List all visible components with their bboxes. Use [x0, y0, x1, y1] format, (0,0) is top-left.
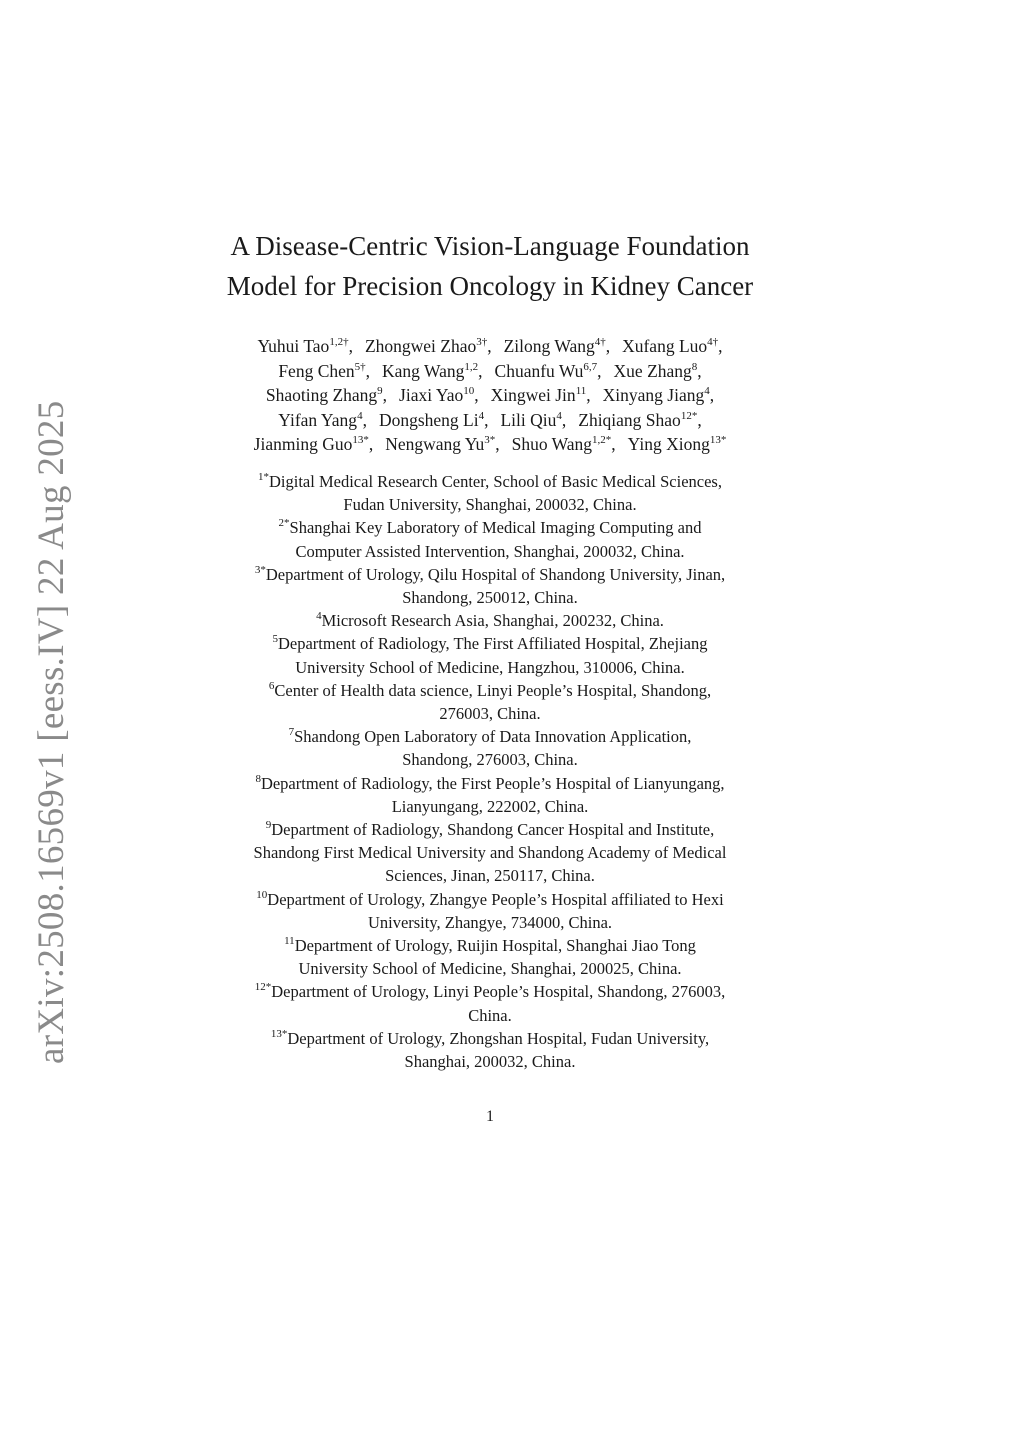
affiliation [180, 980, 800, 1026]
affiliation-line [180, 841, 800, 864]
author-name: Yifan Yang [278, 409, 358, 430]
affiliation-marker: 4 [316, 610, 322, 623]
author-affiliation-marker: 1,2* [592, 434, 612, 447]
affiliation [180, 1027, 800, 1073]
author-list [180, 334, 800, 457]
affiliation-text: Department of Urology, Ruijin Hospital, Shanghai Jiao Tong [294, 936, 696, 956]
arxiv-identifier-stamp: arXiv:2508.16569v1 [eess.IV] 22 Aug 2025 [31, 400, 72, 1064]
affiliation-marker: 3* [254, 563, 266, 576]
author [399, 385, 479, 405]
affiliation [180, 609, 800, 632]
paper-title-line: A Disease-Centric Vision-Language Foundation [230, 231, 750, 261]
affiliation-marker: 12* [254, 981, 272, 994]
affiliation-marker: 9 [265, 819, 272, 832]
author-separator: , [611, 434, 616, 455]
affiliation-text: Shandong Open Laboratory of Data Innovation Application, [294, 727, 692, 747]
author-separator: , [484, 409, 489, 430]
affiliation-text: Microsoft Research Asia, Shanghai, 200232, China. [321, 611, 664, 631]
author [622, 336, 722, 356]
author-separator: , [697, 409, 702, 430]
affiliation-text: Department of Radiology, the First People’s Hospital of Lianyungang, [260, 773, 725, 793]
affiliation-text: Shanghai Key Laboratory of Medical Imaging Computing and [289, 518, 702, 538]
affiliation-line [180, 632, 800, 655]
affiliation-marker: 7 [288, 726, 295, 739]
affiliation-line [180, 980, 800, 1003]
author-name: Zhongwei Zhao [364, 336, 477, 356]
affiliation-line [180, 540, 800, 563]
author-name: Xufang Luo [622, 336, 708, 356]
author-name: Kang Wang [382, 360, 465, 381]
affiliation-marker: 1* [258, 471, 270, 483]
affiliation-text: Department of Radiology, The First Affiliated Hospital, Zhejiang [277, 634, 708, 654]
author-affiliation-marker: 1,2† [329, 336, 349, 348]
author-separator: , [495, 434, 500, 455]
author-affiliation-marker: 3† [476, 336, 488, 348]
author [603, 385, 714, 405]
affiliation-line [180, 493, 800, 516]
author-name: Shaoting Zhang [265, 385, 378, 406]
affiliation [180, 772, 800, 818]
author [491, 385, 591, 405]
affiliation-marker: 10 [256, 888, 268, 901]
affiliation [180, 679, 800, 725]
author-separator: , [487, 336, 492, 356]
author [628, 434, 727, 454]
author-affiliation-marker: 8 [691, 360, 698, 373]
author-separator: , [718, 336, 723, 356]
affiliation-line [180, 516, 800, 539]
affiliation-text: Department of Urology, Zhangye People’s Hospital affiliated to Hexi [267, 889, 724, 909]
author-separator: , [368, 434, 374, 455]
affiliation-text: Center of Health data science, Linyi People’s Hospital, Shandong, [274, 680, 712, 700]
affiliation-line [180, 957, 800, 980]
author-name: Xingwei Jin [490, 385, 576, 406]
author-separator: , [474, 385, 479, 406]
affiliation-text: Shandong, 250012, China. [402, 588, 578, 608]
affiliation-line [180, 888, 800, 911]
author-affiliation-marker: 4 [478, 409, 485, 422]
author-separator: , [605, 336, 611, 356]
author-line [180, 408, 800, 433]
author-line [180, 334, 800, 359]
author [278, 410, 367, 430]
author-separator: , [561, 409, 567, 430]
affiliation-text: Fudan University, Shanghai, 200032, China. [343, 495, 637, 515]
author-name: Shuo Wang [511, 434, 593, 455]
affiliation-text: Department of Urology, Zhongshan Hospital, Fudan University, [287, 1028, 710, 1048]
author-affiliation-marker: 12* [680, 409, 698, 422]
affiliation-line [180, 679, 800, 702]
affiliation-line [180, 1050, 800, 1073]
author-affiliation-marker: 6,7 [583, 360, 598, 373]
author [614, 361, 702, 381]
author-affiliation-marker: 4 [556, 409, 562, 422]
affiliation-line [180, 702, 800, 725]
affiliation-line [180, 1027, 800, 1050]
author-name: Zilong Wang [503, 336, 595, 356]
author-separator: , [348, 336, 353, 356]
author [500, 410, 566, 430]
affiliation-text: Digital Medical Research Center, School of Basic Medical Sciences, [269, 472, 722, 491]
author-name: Jianming Guo [253, 434, 353, 455]
affiliation-marker: 13* [270, 1027, 288, 1040]
author-name: Chuanfu Wu [494, 360, 584, 381]
author-name: Zhiqiang Shao [578, 409, 681, 430]
affiliation-text: University, Zhangye, 734000, China. [367, 912, 613, 932]
author [385, 434, 499, 454]
author-separator: , [697, 360, 702, 381]
author-affiliation-marker: 13* [709, 434, 727, 447]
author [504, 336, 610, 356]
affiliation [180, 516, 800, 562]
affiliation-line [180, 795, 800, 818]
paper-title-line: Model for Precision Oncology in Kidney Cancer [226, 271, 754, 301]
affiliation-text: Computer Assisted Intervention, Shanghai, 200032, China. [295, 541, 685, 561]
affiliation-line [180, 656, 800, 679]
author [254, 434, 374, 454]
affiliation [180, 563, 800, 609]
affiliation-line [180, 1004, 800, 1027]
affiliation-marker: 6 [268, 679, 275, 692]
author-affiliation-marker: 13* [352, 434, 369, 447]
affiliation-line [180, 470, 800, 493]
author-affiliation-marker: 5† [354, 360, 366, 373]
affiliation-marker: 2* [278, 517, 290, 530]
affiliation-line [180, 725, 800, 748]
affiliation [180, 632, 800, 678]
affiliation-text: Department of Urology, Linyi People’s Hospital, Shandong, 276003, [271, 982, 726, 1002]
affiliation-line [180, 934, 800, 957]
affiliation-marker: 11 [284, 935, 295, 948]
author-name: Jiaxi Yao [399, 385, 464, 406]
author-affiliation-marker: 10 [463, 385, 475, 398]
affiliation-text: 276003, China. [439, 704, 541, 724]
affiliation-text: Shandong, 276003, China. [402, 750, 578, 770]
author-separator: , [382, 385, 388, 406]
affiliation-text: University School of Medicine, Shanghai, 200025, China. [298, 959, 682, 979]
affiliation [180, 818, 800, 888]
author-line [180, 359, 800, 384]
author [495, 361, 602, 381]
author-line [180, 432, 800, 457]
author-name: Lili Qiu [500, 409, 557, 430]
author [365, 336, 492, 356]
author-line [180, 383, 800, 408]
affiliation-text: Department of Radiology, Shandong Cancer Hospital and Institute, [271, 820, 715, 840]
author-affiliation-marker: 9 [377, 385, 383, 398]
author-name: Xue Zhang [613, 360, 692, 381]
affiliation-text: Department of Urology, Qilu Hospital of Shandong University, Jinan, [265, 564, 726, 584]
affiliation-line [180, 748, 800, 771]
author [278, 361, 370, 381]
author-affiliation-marker: 11 [575, 385, 587, 398]
author-name: Nengwang Yu [385, 434, 485, 455]
affiliation-line [180, 563, 800, 586]
author [257, 336, 352, 356]
affiliation-line [180, 586, 800, 609]
author [578, 410, 701, 430]
author-affiliation-marker: 4† [707, 336, 719, 348]
affiliation-text: Sciences, Jinan, 250117, China. [385, 866, 595, 886]
author [512, 434, 616, 454]
author-affiliation-marker: 4† [594, 336, 606, 348]
affiliation-list [180, 470, 800, 1073]
author-affiliation-marker: 4 [357, 409, 363, 422]
affiliation-text: Shandong First Medical University and Shandong Academy of Medical [253, 843, 727, 863]
author-name: Xinyang Jiang [602, 385, 705, 406]
author-separator: , [586, 385, 591, 406]
author-name: Dongsheng Li [378, 409, 479, 430]
affiliation-text: University School of Medicine, Hangzhou, 310006, China. [295, 657, 685, 677]
author-name: Ying Xiong [627, 434, 710, 455]
affiliation [180, 934, 800, 980]
affiliation-line [180, 911, 800, 934]
author-name: Yuhui Tao [257, 336, 330, 356]
author-affiliation-marker: 3* [484, 434, 496, 447]
author [382, 361, 482, 381]
author-separator: , [597, 360, 602, 381]
affiliation-line [180, 772, 800, 795]
page-number: 1 [486, 1108, 494, 1125]
author [379, 410, 489, 430]
paper-title [180, 226, 800, 306]
affiliation-line [180, 609, 800, 632]
author-affiliation-marker: 4 [704, 385, 710, 398]
affiliation-line [180, 864, 800, 887]
author [266, 385, 387, 405]
affiliation-text: China. [468, 1005, 512, 1025]
affiliation-marker: 5 [272, 633, 278, 646]
author-affiliation-marker: 1,2 [464, 360, 479, 373]
affiliation-text: Shanghai, 200032, China. [404, 1052, 576, 1072]
affiliation-text: Lianyungang, 222002, China. [391, 796, 589, 816]
affiliation [180, 470, 800, 516]
affiliation-marker: 8 [255, 772, 261, 785]
author-separator: , [478, 360, 483, 381]
author-separator: , [709, 385, 715, 406]
affiliation [180, 725, 800, 771]
author-name: Feng Chen [278, 360, 355, 381]
author-separator: , [365, 360, 371, 381]
affiliation-line [180, 818, 800, 841]
affiliation [180, 888, 800, 934]
author-separator: , [362, 409, 367, 430]
